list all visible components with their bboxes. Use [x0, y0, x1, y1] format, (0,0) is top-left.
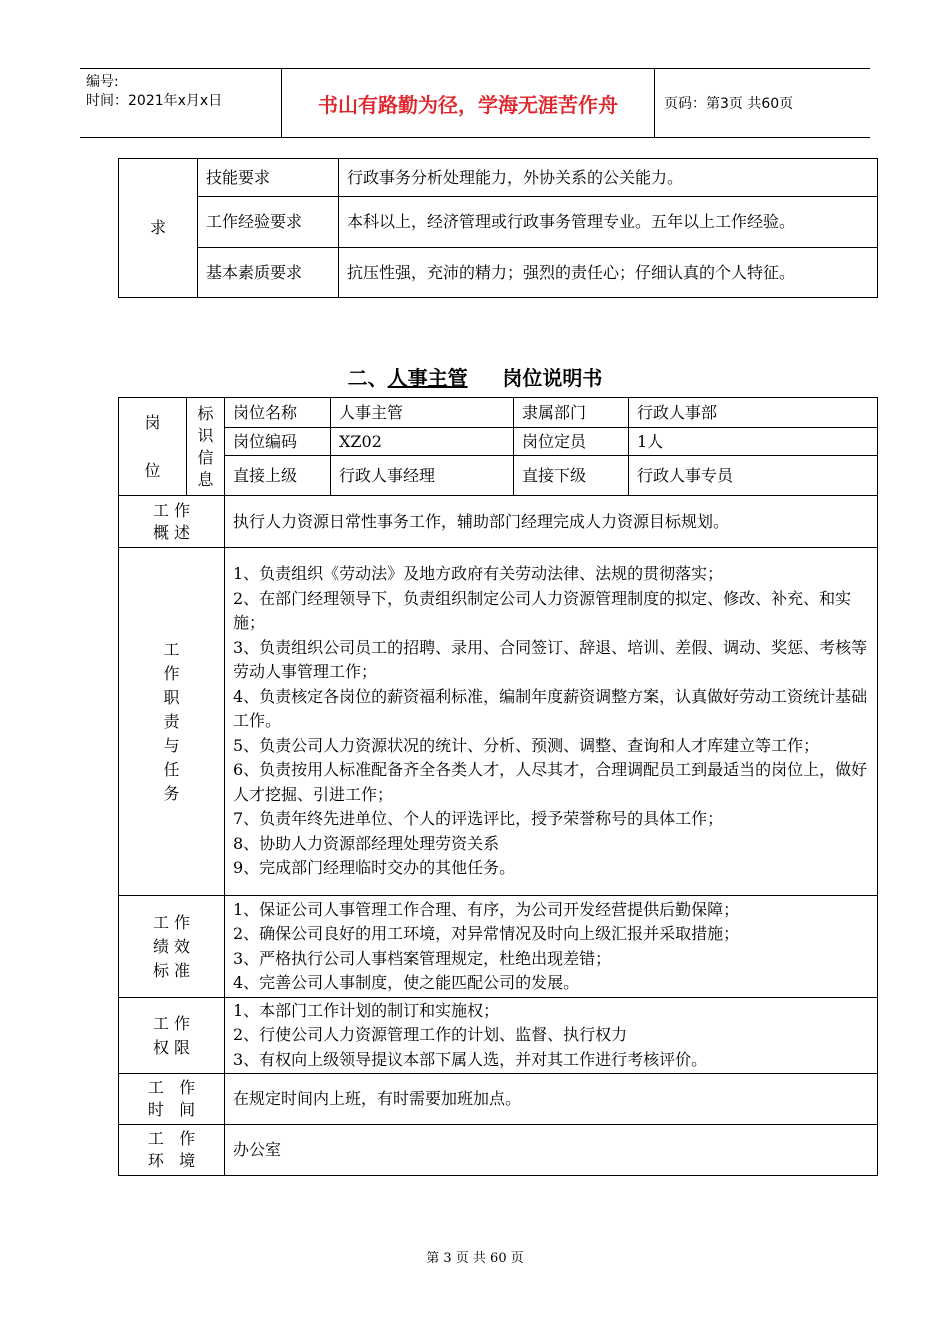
duty-item: 7、负责年终先进单位、个人的评选评比，授予荣誉称号的具体工作； — [233, 809, 724, 829]
header-page-info: 页码：第3页 共60页 — [664, 96, 794, 112]
authority-item: 2、行使公司人力资源管理工作的计划、监督、执行权力 — [233, 1025, 628, 1045]
time-label: 时间：2021年x月x日 — [86, 93, 223, 109]
kpi-item: 4、完善公司人事制度，使之能匹配公司的发展。 — [233, 973, 580, 992]
kpi-list — [225, 896, 878, 998]
title-job-name: 人事主管 — [387, 366, 468, 390]
superior-value: 行政人事经理 — [331, 456, 514, 496]
req-value: 抗压性强，充沛的精力；强烈的责任心；仔细认真的个人特征。 — [339, 248, 878, 298]
req-value: 行政事务分析处理能力，外协关系的公关能力。 — [339, 159, 878, 197]
post-label: 岗 位 — [119, 398, 187, 496]
subordinate-value: 行政人事专员 — [629, 456, 878, 496]
superior-label: 直接上级 — [225, 456, 331, 496]
page-header — [80, 68, 870, 138]
page-footer: 第 3 页 共 60 页 — [426, 1251, 524, 1266]
code-value: XZ02 — [331, 428, 514, 456]
kpi-label: 工 作 绩 效 标 准 — [119, 896, 225, 998]
dept-value: 行政人事部 — [629, 398, 878, 428]
authority-item: 1、本部门工作计划的制订和实施权； — [233, 1000, 500, 1020]
duty-item: 1、负责组织《劳动法》及地方政府有关劳动法律、法规的贯彻落实； — [233, 564, 724, 584]
code-label: 编号: — [86, 74, 119, 90]
dept-label: 隶属部门 — [514, 398, 629, 428]
kpi-item: 3、严格执行公司人事档案管理规定，杜绝出现差错； — [233, 948, 612, 968]
authority-label: 工 作 权 限 — [119, 998, 225, 1074]
kpi-item: 1、保证公司人事管理工作合理、有序，为公司开发经营提供后勤保障； — [233, 899, 740, 919]
duty-item: 2、在部门经理领导下，负责组织制定公司人力资源管理制度的拟定、修改、补充、和实施； — [233, 588, 852, 633]
overview-label: 工 作 概 述 — [119, 496, 225, 548]
section-title — [0, 362, 950, 391]
duties-list — [225, 548, 878, 896]
requirements-table — [118, 158, 878, 298]
count-label: 岗位定员 — [514, 428, 629, 456]
ident-label: 标 识 信 息 — [187, 398, 225, 496]
env-value: 办公室 — [225, 1125, 878, 1176]
req-label: 工作经验要求 — [198, 197, 339, 248]
subordinate-label: 直接下级 — [514, 456, 629, 496]
duties-label: 工 作 职 责 与 任 务 — [119, 548, 225, 896]
header-left — [80, 69, 282, 137]
title-prefix: 二、 — [347, 366, 388, 390]
req-side-label: 求 — [119, 159, 198, 298]
name-value: 人事主管 — [331, 398, 514, 428]
req-label: 技能要求 — [198, 159, 339, 197]
authority-item: 3、有权向上级领导提议本部下属人选，并对其工作进行考核评价。 — [233, 1049, 708, 1069]
header-motto: 书山有路勤为径，学海无涯苦作舟 — [282, 69, 655, 137]
count-value: 1人 — [629, 428, 878, 456]
authority-list — [225, 998, 878, 1074]
job-description-table — [118, 397, 878, 1176]
duty-item: 4、负责核定各岗位的薪资福利标准，编制年度薪资调整方案，认真做好劳动工资统计基础工作。 — [233, 686, 868, 731]
kpi-item: 2、确保公司良好的用工环境，对异常情况及时向上级汇报并采取措施； — [233, 924, 740, 943]
duty-item: 3、负责组织公司员工的招聘、录用、合同签订、辞退、培训、差假、调动、奖惩、考核等劳动人事管理工作； — [233, 637, 868, 682]
hours-value: 在规定时间内上班，有时需要加班加点。 — [225, 1074, 878, 1125]
req-value: 本科以上，经济管理或行政事务管理专业。五年以上工作经验。 — [339, 197, 878, 248]
duty-item: 6、负责按用人标准配备齐全各类人才，人尽其才，合理调配员工到最适当的岗位上，做好人才挖掘、引进工作； — [233, 760, 868, 804]
duty-item: 5、负责公司人力资源状况的统计、分析、预测、调整、查询和人才库建立等工作； — [233, 735, 820, 755]
overview-value: 执行人力资源日常性事务工作，辅助部门经理完成人力资源目标规划。 — [225, 496, 878, 548]
env-label: 工 作 环 境 — [119, 1125, 225, 1176]
code-label: 岗位编码 — [225, 428, 331, 456]
duty-item: 8、协助人力资源部经理处理劳资关系 — [233, 833, 500, 853]
req-label: 基本素质要求 — [198, 248, 339, 298]
title-suffix: 岗位说明书 — [502, 366, 603, 390]
duty-item: 9、完成部门经理临时交办的其他任务。 — [233, 858, 516, 878]
hours-label: 工 作 时 间 — [119, 1074, 225, 1125]
name-label: 岗位名称 — [225, 398, 331, 428]
